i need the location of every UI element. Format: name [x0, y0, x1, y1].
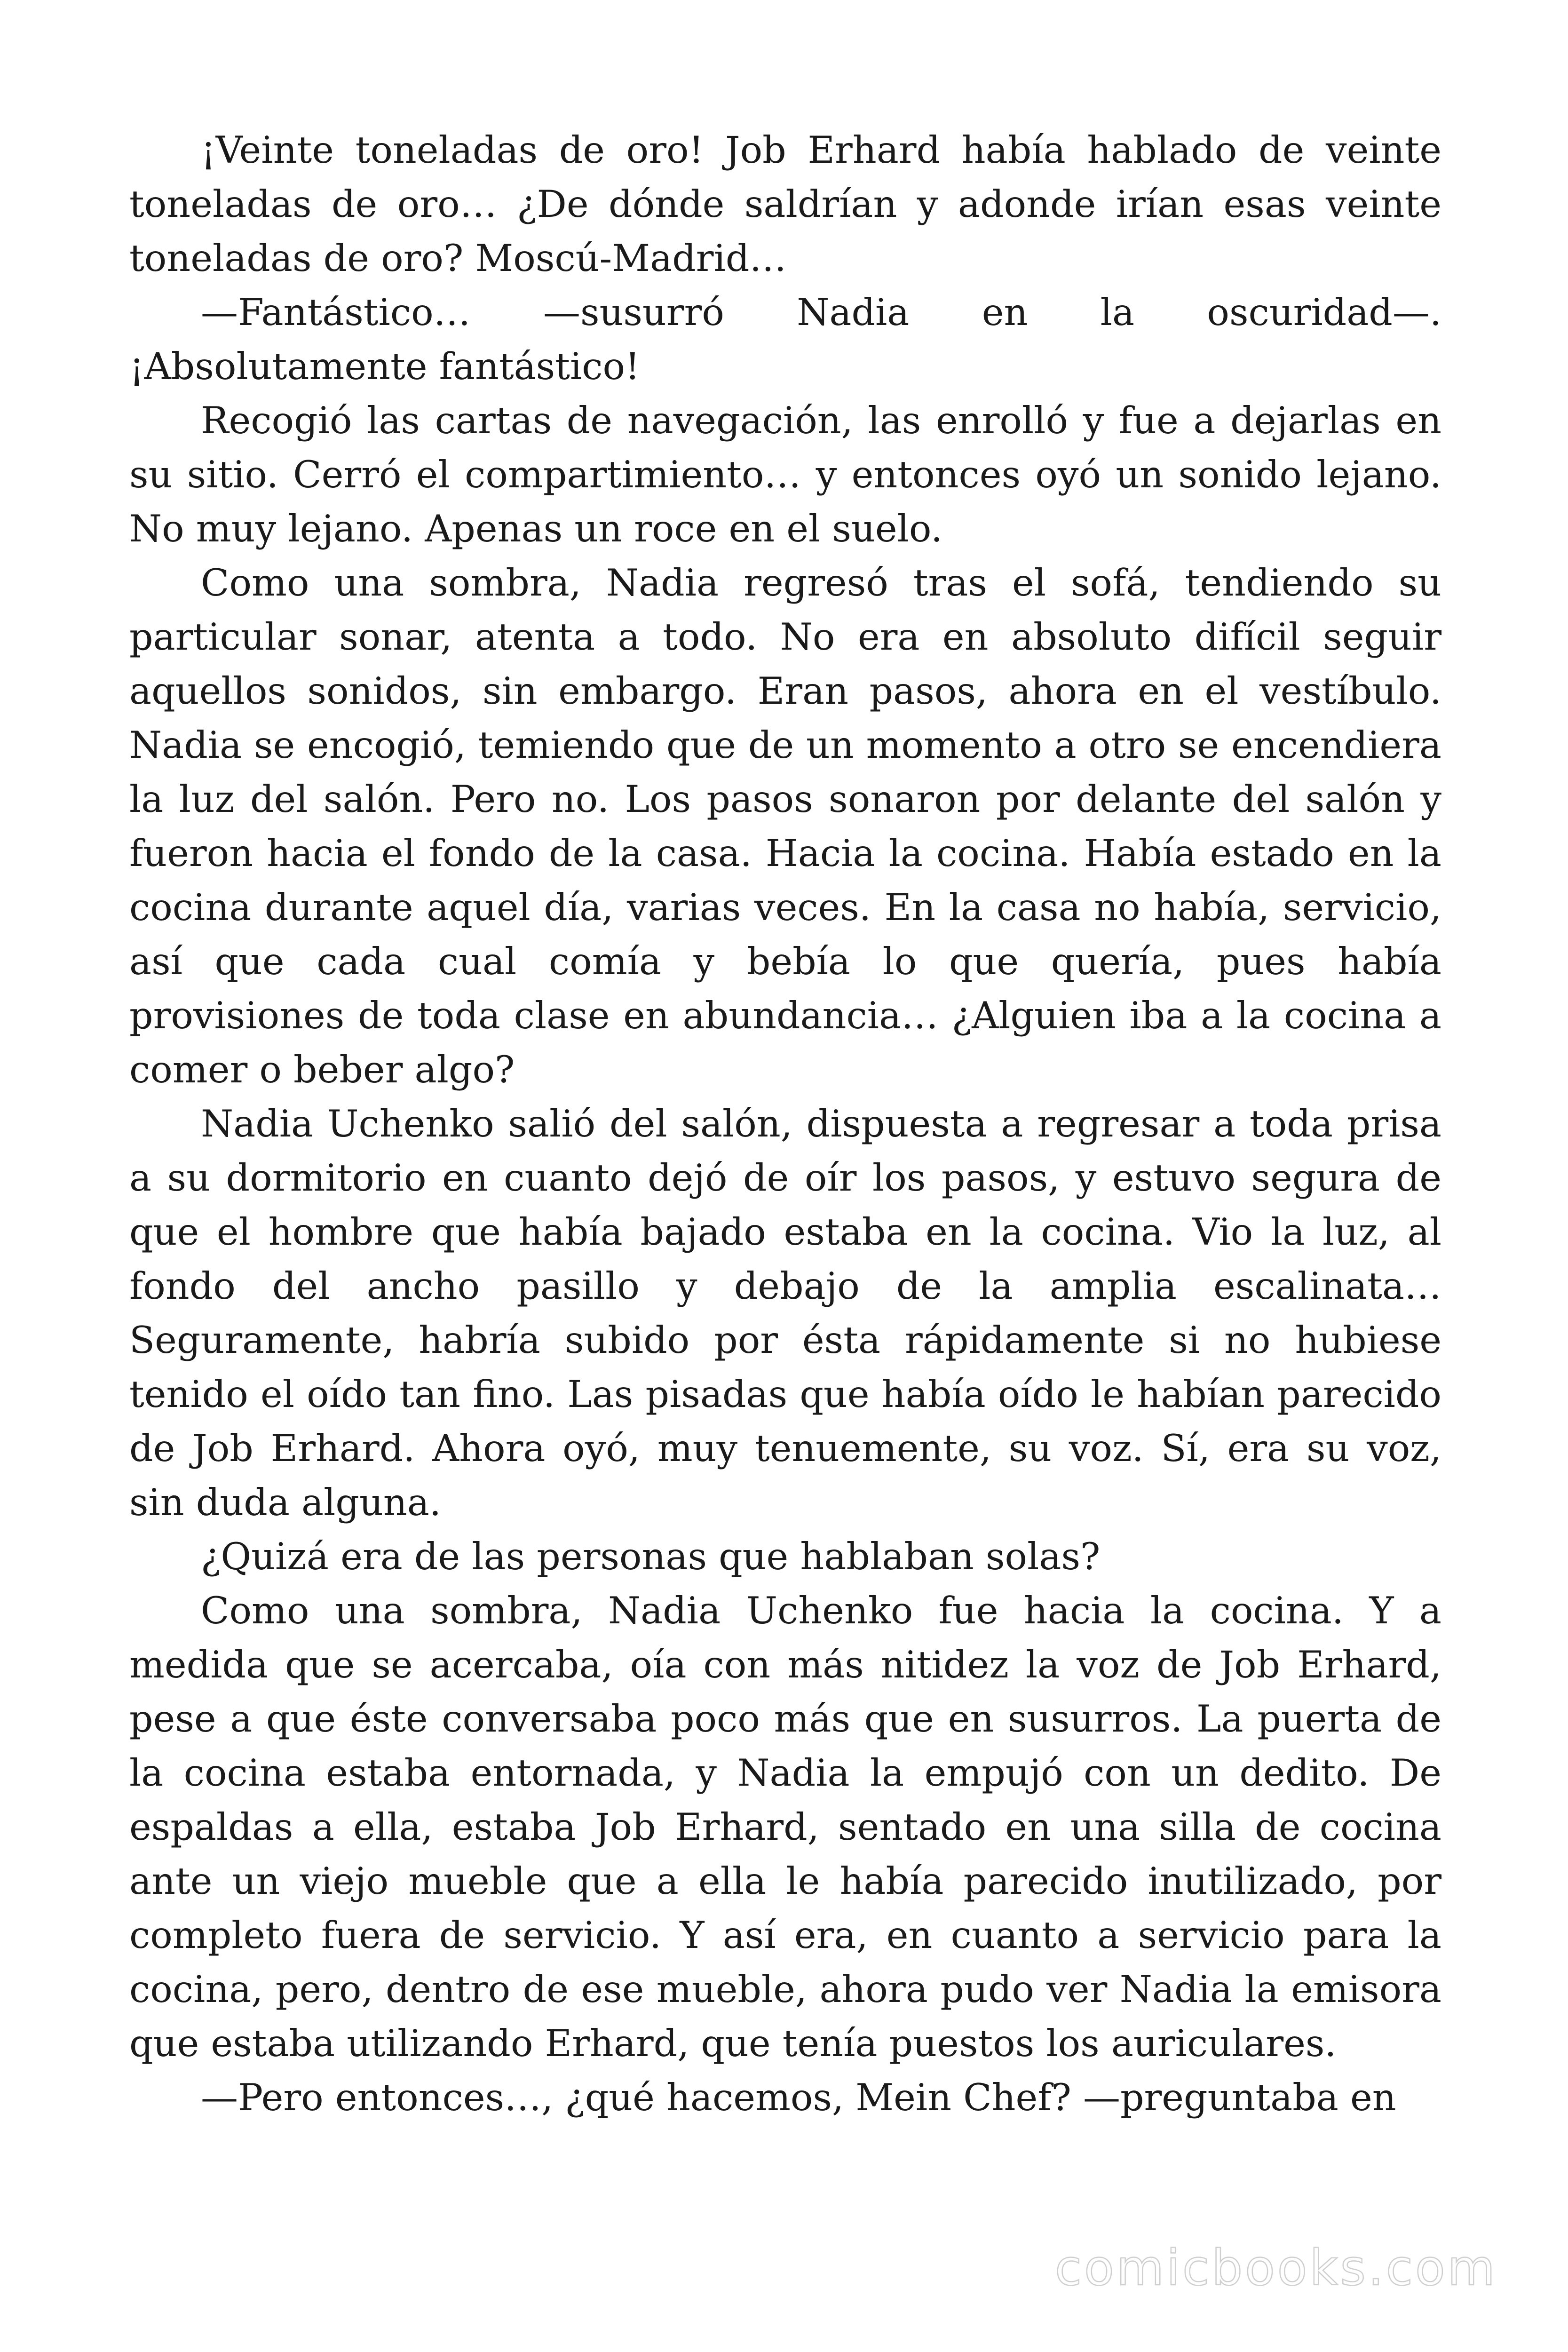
paragraph: ¿Quizá era de las personas que hablaban solas? [201, 1535, 1101, 1578]
page-body-text [129, 123, 1441, 2125]
paragraph: Como una sombra, Nadia regresó tras el sofá, tendiendo su particular sonar, atenta a todo. No era en absoluto difícil seguir aquellos sonidos, sin embargo. Eran pasos, ahora en el vestíbulo. Nadia se encogió, temiendo que de un momento a otro se encendiera la luz del salón. Pero no. Los pasos sonaron por delante del salón y fueron hacia el fondo de la casa. Hacia la cocina. Había estado en la cocina durante aquel día, varias veces. En la casa no había, servicio, así que cada cual comía y bebía lo que quería, pues había provisiones de toda clase en abundancia… ¿Alguien iba a la cocina a comer o beber algo? [129, 561, 1441, 1091]
paragraph: Recogió las cartas de navegación, las enrolló y fue a dejarlas en su sitio. Cerró el compartimiento… y entonces oyó un sonido lejano. No muy lejano. Apenas un roce en el suelo. [129, 399, 1441, 550]
paragraph: ¡Veinte toneladas de oro! Job Erhard había hablado de veinte toneladas de oro… ¿De dónde saldrían y adonde irían esas veinte toneladas de oro? Moscú-Madrid… [129, 128, 1441, 280]
watermark: comicbooks.com [1054, 2239, 1497, 2296]
paragraph: Como una sombra, Nadia Uchenko fue hacia la cocina. Y a medida que se acercaba, oía con más nitidez la voz de Job Erhard, pese a que éste conversaba poco más que en susurros. La puerta de la cocina estaba entornada, y Nadia la empujó con un dedito. De espaldas a ella, estaba Job Erhard, sentado en una silla de cocina ante un viejo mueble que a ella le había parecido inutilizado, por completo fuera de servicio. Y así era, en cuanto a servicio para la cocina, pero, dentro de ese mueble, ahora pudo ver Nadia la emisora que estaba utilizando Erhard, que tenía puestos los auriculares. [129, 1589, 1441, 2065]
paragraph: —Fantástico… —susurró Nadia en la oscuridad—. ¡Absolutamente fantástico! [129, 291, 1441, 388]
paragraph: —Pero entonces…, ¿qué hacemos, Mein Chef? —preguntaba en [201, 2076, 1396, 2119]
paragraph: Nadia Uchenko salió del salón, dispuesta a regresar a toda prisa a su dormitorio en cuanto dejó de oír los pasos, y estuvo segura de que el hombre que había bajado estaba en la cocina. Vio la luz, al fondo del ancho pasillo y debajo de la amplia escalinata… Seguramente, habría subido por ésta rápidamente si no hubiese tenido el oído tan fino. Las pisadas que había oído le habían parecido de Job Erhard. Ahora oyó, muy tenuemente, su voz. Sí, era su voz, sin duda alguna. [129, 1102, 1441, 1524]
